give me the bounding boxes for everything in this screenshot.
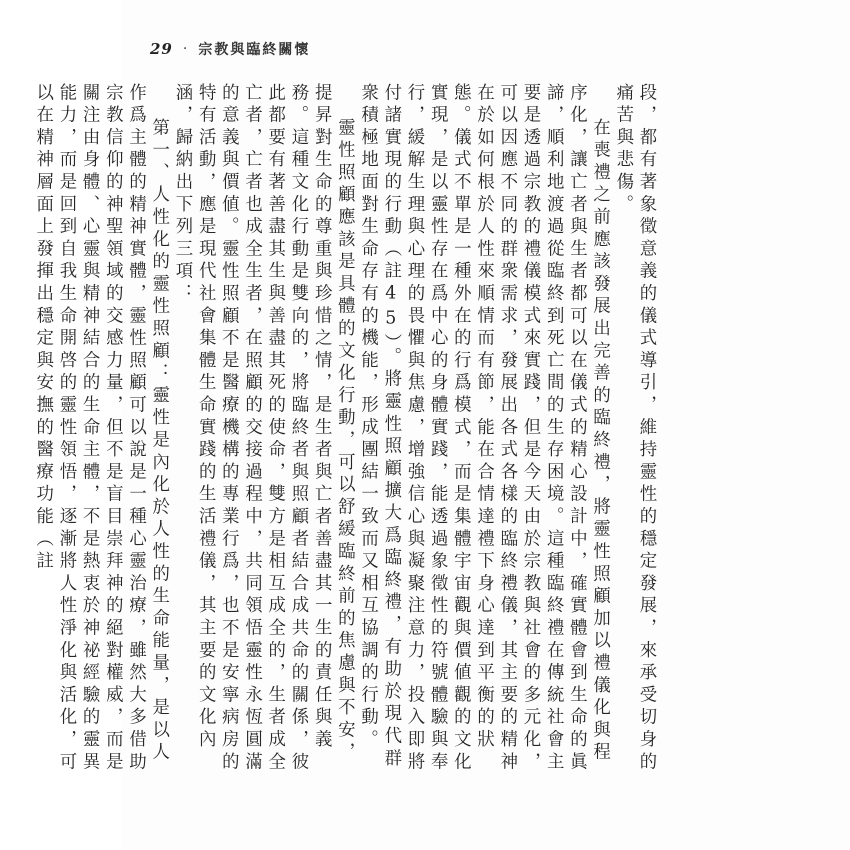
paragraph-point-one: 第一、人性化的靈性照顧：靈性是內化於人性的生命能量，是以人作爲主體的精神實體，靈性照顧可以說是一種心靈治療，雖然大多借助宗教信仰的神聖領域的交感力量，但不是盲目崇拜神的絕對權威，而是關注由身體、心靈與精神結合的生命主體，不是熱衷於神祕經驗的靈異能力，而是回到自我生命開啓的靈性領悟，逐漸將人性淨化與活化，可以在精神層面上發揮出穩定與安撫的醫療功能（註 [32,83,169,775]
book-title: 宗教與臨終關懷 [198,42,311,58]
running-header [150,39,310,59]
paragraph-cultural-action: 靈性照顧應該是具體的文化行動，可以舒緩臨終前的焦慮與不安，提昇對生命的尊重與珍惜之情，是生者與亡者善盡其一生的責任與義務。這種文化行動是雙向的，將臨終者與照顧者結合成共命的關係，彼此都要有著善盡其生與善盡其死的使命，雙方是相互成全的，生者成全亡者，亡者也成全生者，在照顧的交接過程中，共同領悟靈性永恆圓滿的意義與價値。靈性照顧不是醫療機構的專業行爲，也不是安寧病房的特有活動，應是現代社會集體生命實踐的生活禮儀，其主要的文化內涵，歸納出下列三項： [171,83,355,775]
page-number: 29 [150,40,173,58]
paragraph-deathbed-ritual: 在喪禮之前應該發展出完善的臨終禮，將靈性照顧加以禮儀化與程序化，讓亡者與生者都可以在儀式的精心設計中，確實體會到生命的眞諦，順利地渡過從臨終到死亡間的生存困境。這種臨終禮在傳統社會主要是透過宗教的禮儀模式來實踐，但是今天由於宗教與社會的多元化，可以因應不同的群衆需求，發展出各式各樣的臨終禮儀，其主要的精神在於如何根於人性來順情而有節，能在合情達禮下身心達到平衡的狀態。儀式不單是一種外在的行爲模式，而是集體宇宙觀與價値觀的文化實現，是以靈性存在爲中心的身體實踐，能透過象徵性的符號體驗與奉行，緩解生理與心理的畏懼與焦慮，增強信心與凝聚注意力，投入即將付諸實現的行動（註45）。將靈性照顧擴大爲臨終禮，有助於現代群衆積極地面對生命存有的機能，形成團結一致而又相互協調的行動。 [357,83,610,775]
header-separator: · [182,41,189,57]
vertical-body-text [31,83,657,779]
paragraph-continued: 段，都有著象徵意義的儀式導引，維持靈性的穩定發展，來承受切身的痛苦與悲傷。 [612,83,656,775]
